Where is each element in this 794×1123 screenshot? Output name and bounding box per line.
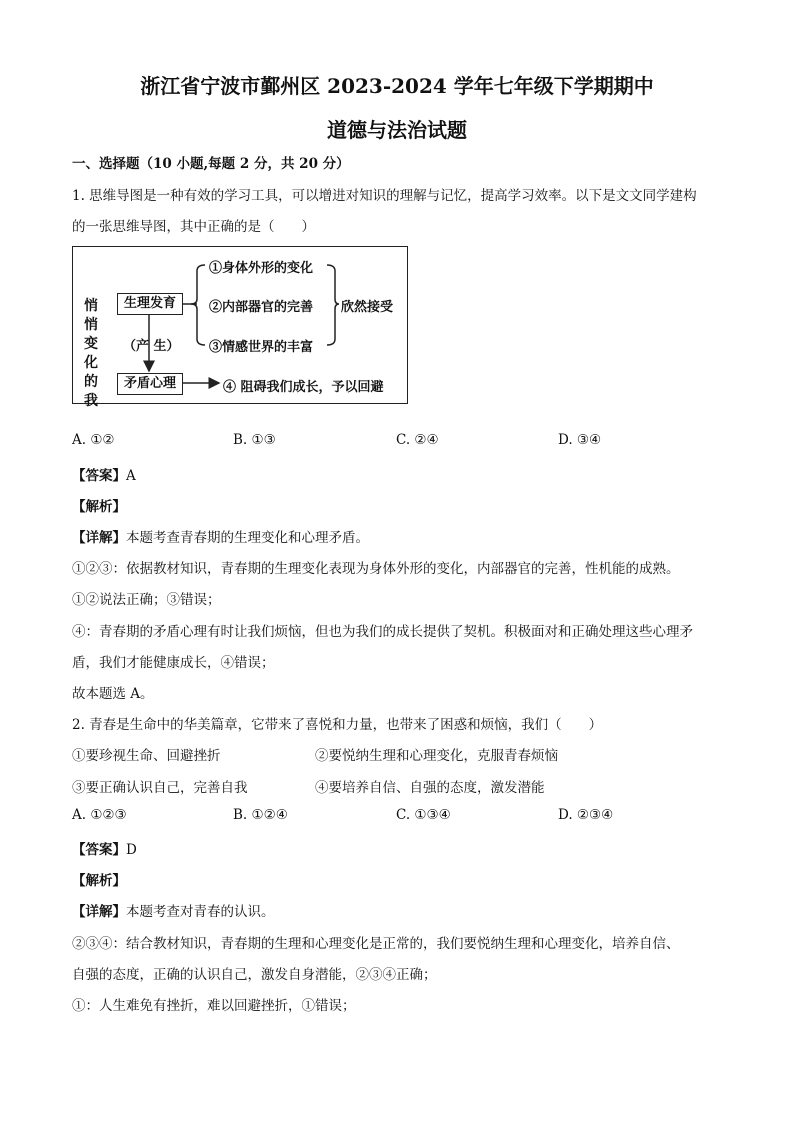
mind-map-item3: ③情感世界的丰富 (209, 340, 314, 355)
q2-answer (72, 838, 137, 858)
mind-map-box-physiology: 生理发育 (117, 293, 183, 315)
q2-detail (72, 900, 275, 920)
q2-option-b: B. ①②④ (233, 807, 288, 823)
q2-option-c: C. ①③④ (396, 807, 451, 823)
answer-tag: 【答案】 (72, 468, 126, 484)
q2-stem: 2. 青春是生命中的华美篇章，它带来了喜悦和力量，也带来了困惑和烦恼，我们（ ） (72, 717, 603, 733)
mind-map-produce: （产 生） (123, 339, 180, 354)
mind-map-item2: ②内部器官的完善 (209, 300, 314, 315)
q1-explain-line1: ①②③：依据教材知识，青春期的生理变化表现为身体外形的变化，内部器官的完善，性机能的成熟。 (72, 561, 680, 577)
section-heading: 一、选择题（10 小题,每题 2 分，共 20 分） (72, 156, 350, 172)
mind-map-root: 悄悄变化的我 (84, 298, 98, 409)
q2-option-a: A. ①②③ (72, 807, 127, 823)
answer-value: D (126, 842, 137, 858)
q1-option-c: C. ②④ (396, 432, 439, 448)
q2-analysis-tag: 【解析】 (72, 873, 126, 889)
detail-text: 本题考查青春期的生理变化和心理矛盾。 (126, 530, 369, 546)
q1-option-a: A. ①② (72, 432, 115, 448)
q1-explain-line5: 故本题选 A。 (72, 686, 154, 702)
answer-tag: 【答案】 (72, 842, 126, 858)
q1-detail (72, 526, 369, 546)
q2-explain-line1: ②③④：结合教材知识，青春期的生理和心理变化是正常的，我们要悦纳生理和心理变化，培养自信、 (72, 936, 680, 952)
q1-explain-line3: ④：青春期的矛盾心理有时让我们烦恼，但也为我们的成长提供了契机。积极面对和正确处理这些心理矛 (72, 624, 693, 640)
q2-choice2: ②要悦纳生理和心理变化，克服青春烦恼 (315, 748, 558, 764)
detail-text: 本题考查对青春的认识。 (126, 904, 275, 920)
q2-option-d: D. ②③④ (558, 807, 614, 823)
q1-explain-line2: ①②说法正确；③错误； (72, 592, 221, 608)
detail-tag: 【详解】 (72, 904, 126, 920)
mind-map-box-contradiction: 矛盾心理 (117, 373, 183, 395)
document-title-line1: 浙江省宁波市鄞州区 2023-2024 学年七年级下学期期中 (140, 74, 654, 98)
q1-analysis-tag: 【解析】 (72, 499, 126, 515)
q1-explain-line4: 盾，我们才能健康成长，④错误； (72, 655, 275, 671)
mind-map-item1: ①身体外形的变化 (209, 261, 314, 276)
q1-stem-line1: 1. 思维导图是一种有效的学习工具，可以增进对知识的理解与记忆，提高学习效率。以下是文文同学建构 (72, 188, 697, 204)
answer-value: A (126, 468, 136, 484)
mind-map-accept: 欣然接受 (341, 300, 394, 315)
q1-option-d: D. ③④ (558, 432, 602, 448)
q2-choice3: ③要正确认识自己，完善自我 (72, 780, 248, 796)
q2-explain-line3: ①：人生难免有挫折，难以回避挫折，①错误； (72, 998, 356, 1014)
q1-stem-line2: 的一张思维导图，其中正确的是（ ） (72, 219, 315, 235)
document-title-line2: 道德与法治试题 (327, 118, 467, 142)
detail-tag: 【详解】 (72, 530, 126, 546)
q2-choice1: ①要珍视生命、回避挫折 (72, 748, 221, 764)
q1-option-b: B. ①③ (233, 432, 276, 448)
q2-choice4: ④要培养自信、自强的态度，激发潜能 (315, 780, 545, 796)
mind-map-item4: ④ 阻碍我们成长，予以回避 (223, 380, 384, 395)
mind-map-figure (72, 246, 408, 409)
q2-explain-line2: 自强的态度，正确的认识自己，激发自身潜能，②③④正确； (72, 967, 437, 983)
q1-answer (72, 464, 136, 484)
